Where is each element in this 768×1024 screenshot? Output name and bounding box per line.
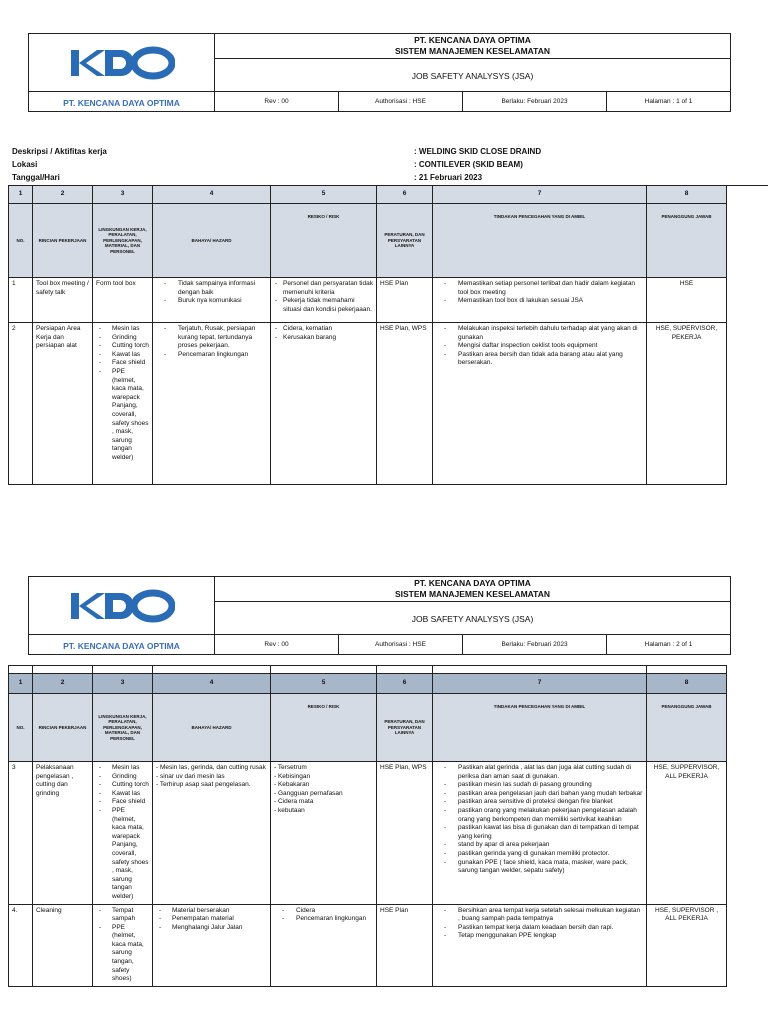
- row-risk: [271, 762, 377, 905]
- col-header: TINDAKAN PENCEGAHAN YANG DI AMBIL: [433, 204, 647, 278]
- list-item: - Memastikan tool box di lakukan sesuai JSA: [436, 297, 643, 306]
- row-risk: [271, 323, 377, 485]
- list-item: - Pastikan alat gerinda , alat las dan juga alat cutting sudah di periksa dan aman saat di gunakan.: [436, 764, 643, 781]
- col-number: 7: [433, 186, 647, 204]
- list-item: - stand by apar di area pekerjaan: [436, 841, 643, 850]
- col-number: 5: [271, 674, 377, 694]
- row-actions: [433, 278, 647, 323]
- list-item: - Penempatan material: [156, 915, 267, 924]
- row-env: [93, 323, 153, 485]
- list-item: - Memastikan setiap personel terlibat dan hadir dalam kegiatan tool box meeting: [436, 280, 643, 297]
- list-item: - Gangguan pernafasan: [274, 789, 343, 797]
- row-no: 2: [9, 323, 33, 485]
- doc-title: JOB SAFETY ANALYSYS (JSA): [411, 614, 534, 624]
- doc-title-cell: [215, 59, 731, 92]
- col-number: 6: [377, 186, 433, 204]
- kdo-logo: [29, 46, 214, 80]
- info-value: : 21 Februari 2023: [414, 173, 483, 182]
- list-item: - Personel dan persyaratan tidak memenuhi kriteria: [274, 280, 373, 297]
- jsa-table-page-2: [8, 665, 727, 987]
- kdo-logo: [29, 589, 214, 623]
- list-item: - gunakan PPE ( face shield, kaca mata, masker, ware pack, sarung tangan welder, sepatu safety): [436, 859, 643, 876]
- row-hazard: [153, 323, 271, 485]
- col-header: PERATURAN, DAN PERSYARATAN LAINNYA: [377, 694, 433, 762]
- row-pic: HSE, SUPERVISOR , ALL PEKERJA: [647, 904, 727, 986]
- info-label: Tanggal/Hari: [12, 173, 60, 182]
- col-number: 5: [271, 186, 377, 204]
- row-rules: HSE Plan: [377, 904, 433, 986]
- row-env: [93, 762, 153, 905]
- list-item: - pastikan gerinda yang di gunakan memiliki protector.: [436, 850, 643, 859]
- company-system-cell: [215, 34, 731, 59]
- col-header: LINGKUNGAN KERJA, PERALATAN, PERLENGKAPAN, MATERIAL, DAN PERSONEL: [93, 204, 153, 278]
- list-item: - Grinding: [96, 334, 149, 343]
- list-item: - Tidak sampainya informasi dengan baik: [156, 280, 267, 297]
- company-name-blue: PT. KENCANA DAYA OPTIMA: [63, 640, 180, 651]
- row-pic: HSE, SUPPERVISOR, ALL PEKERJA: [647, 762, 727, 905]
- company-system-cell: [215, 577, 731, 602]
- list-item: - kebutaan: [274, 806, 305, 814]
- list-item: - Buruk nya komunikasi: [156, 297, 267, 306]
- col-number: 3: [93, 674, 153, 694]
- rule-line: [726, 185, 768, 186]
- list-item: - Cidera, kematian: [274, 325, 373, 334]
- col-header: PENANGGUNG JAWAB: [647, 204, 727, 278]
- col-header: NO.: [9, 204, 33, 278]
- row-risk: [271, 904, 377, 986]
- list-item: - Menghalangi Jalur Jalan: [156, 924, 267, 933]
- system-name: SISTEM MANAJEMEN KESELAMATAN: [394, 46, 551, 56]
- list-item: - pastikan orang yang melakukan pekerjaan pengelasan adalah orang yang berkompeten dan memiliki sertivikat keahlian: [436, 807, 643, 824]
- list-item: - Pastikan tempat kerja dalam keadaan bersih dan rapi.: [436, 924, 643, 933]
- list-item: - Kebakaran: [274, 781, 310, 789]
- col-header: BAHAYA/ HAZARD: [153, 204, 271, 278]
- list-item: - Mesin las: [96, 764, 149, 773]
- authorization-label: Authorisasi : HSE: [339, 92, 463, 112]
- col-header: LINGKUNGAN KERJA, PERALATAN, PERLENGKAPAN, MATERIAL, DAN PERSONEL: [93, 694, 153, 762]
- list-item: - Kawat las: [96, 790, 149, 799]
- list-item: - Pencemaran lingkungan: [274, 915, 373, 924]
- list-item: - Terjatuh, Rusak, persiapan kurang tepat, tertundanya proses pekerjaan.: [156, 325, 267, 351]
- col-number: 8: [647, 674, 727, 694]
- table-row: [9, 278, 727, 323]
- table-row: [9, 904, 727, 986]
- row-hazard: [153, 278, 271, 323]
- column-number-row: [9, 674, 727, 694]
- row-actions: [433, 762, 647, 905]
- col-number: 2: [33, 674, 93, 694]
- list-item: - Tempat sampah: [96, 907, 149, 924]
- row-actions: [433, 323, 647, 485]
- company-name-blue: PT. KENCANA DAYA OPTIMA: [63, 97, 180, 108]
- info-row-location: [12, 158, 541, 171]
- company-name: PT. KENCANA DAYA OPTIMA: [414, 35, 531, 45]
- col-number: 7: [433, 674, 647, 694]
- list-item: - Terhirup asap saat pengelasan.: [156, 781, 251, 789]
- column-header-row: [9, 694, 727, 762]
- row-no: 4.: [9, 904, 33, 986]
- rev-label: Rev : 00: [215, 635, 339, 655]
- row-rules: HSE Plan: [377, 278, 433, 323]
- kdo-logo-icon: [69, 589, 175, 623]
- row-no: 1: [9, 278, 33, 323]
- company-blue-cell: [29, 635, 215, 655]
- info-value: : WELDING SKID CLOSE DRAIND: [414, 147, 542, 156]
- list-item: - Cidera mata: [274, 798, 314, 806]
- list-item: - pastikan kawat las bisa di gunakan dan di tempatkan di tempat yang kering: [436, 824, 643, 841]
- rev-label: Rev : 00: [215, 92, 339, 112]
- list-item: - sinar uv dari mesin las: [156, 772, 225, 780]
- list-item: - Melakukan inspeksi terlebih dahulu terhadap alat yang akan di gunakan: [436, 325, 643, 342]
- info-row-description: [12, 145, 541, 158]
- document-header-page-2: [28, 576, 731, 655]
- job-info: [12, 145, 541, 184]
- logo-cell: [29, 577, 215, 635]
- row-hazard: [153, 762, 271, 905]
- row-env: Form tool box: [93, 278, 153, 323]
- row-rules: HSE Plan, WPS: [377, 323, 433, 485]
- row-task: Tool box meeting / safety talk: [33, 278, 93, 323]
- list-item: - PPE (helmet, kaca mata, warepack Panjang, coverall, safety shoes , mask, sarung tangan welder): [96, 807, 149, 902]
- col-header: RINCIAN PEKERJAAN: [33, 694, 93, 762]
- authorization-label: Authorisasi : HSE: [339, 635, 463, 655]
- table-row: [9, 762, 727, 905]
- list-item: - Cidera: [274, 907, 373, 916]
- valid-label: Berlaku: Februari 2023: [463, 635, 607, 655]
- page-label: Halaman : 1 of 1: [607, 92, 731, 112]
- blank-row: [9, 666, 727, 674]
- kdo-logo-icon: [69, 46, 175, 80]
- list-item: - Mengisi daftar inspection ceklist tools equipment: [436, 342, 643, 351]
- logo-cell: [29, 34, 215, 92]
- doc-title-cell: [215, 602, 731, 635]
- list-item: - Tersetrum: [274, 764, 307, 771]
- row-pic: HSE: [647, 278, 727, 323]
- list-item: - Cutting torch: [96, 781, 149, 790]
- col-header: BAHAYA/ HAZARD: [153, 694, 271, 762]
- list-item: - Face shield: [96, 359, 149, 368]
- list-item: - Face shield: [96, 798, 149, 807]
- list-item: - PPE (helmet, kaca mata, sarung tangan, safety shoes): [96, 924, 149, 984]
- jsa-table-page-1: [8, 185, 727, 485]
- list-item: - pastikan area sensitive di proteksi dengan fire blanket: [436, 798, 643, 807]
- col-header: RESIKO / RISK: [271, 694, 377, 762]
- company-blue-cell: [29, 92, 215, 112]
- valid-label: Berlaku: Februari 2023: [463, 92, 607, 112]
- col-header: PENANGGUNG JAWAB: [647, 694, 727, 762]
- col-header: RESIKO / RISK: [271, 204, 377, 278]
- list-item: - Kawat las: [96, 351, 149, 360]
- col-number: 4: [153, 186, 271, 204]
- row-no: 3: [9, 762, 33, 905]
- list-item: - PPE (helmet, kaca mata, warepack Panjang, coverall, safety shoes , mask, sarung tangan welder): [96, 368, 149, 463]
- column-header-row: [9, 204, 727, 278]
- row-rules: HSE Plan, WPS: [377, 762, 433, 905]
- col-number: 2: [33, 186, 93, 204]
- document-header-page-1: [28, 33, 731, 112]
- row-hazard: [153, 904, 271, 986]
- info-value: : CONTILEVER (SKID BEAM): [414, 160, 523, 169]
- list-item: - Material berserakan: [156, 907, 267, 916]
- column-number-row: [9, 186, 727, 204]
- row-task: Persiapan Area Kerja dan persiapan alat: [33, 323, 93, 485]
- row-pic: HSE, SUPERVISOR, PEKERJA: [647, 323, 727, 485]
- col-number: 3: [93, 186, 153, 204]
- list-item: - Bersihkan area tempat kerja setelah selesai melkukan kegiatan , buang sampah pada tempatnya: [436, 907, 643, 924]
- list-item: - Pastikan area bersih dan tidak ada barang atau alat yang berserakan.: [436, 351, 643, 368]
- col-number: 8: [647, 186, 727, 204]
- col-number: 4: [153, 674, 271, 694]
- page-label: Halaman : 2 of 1: [607, 635, 731, 655]
- col-header: NO.: [9, 694, 33, 762]
- list-item: - Grinding: [96, 773, 149, 782]
- row-env: [93, 904, 153, 986]
- col-number: 6: [377, 674, 433, 694]
- list-item: - Kerusakan barang: [274, 334, 373, 343]
- col-number: 1: [9, 674, 33, 694]
- row-task: Cleaning: [33, 904, 93, 986]
- info-label: Lokasi: [12, 160, 38, 169]
- list-item: - pastikan mesin las sudah di pasang grounding: [436, 781, 643, 790]
- system-name: SISTEM MANAJEMEN KESELAMATAN: [394, 589, 551, 599]
- row-risk: [271, 278, 377, 323]
- list-item: - Pencemaran lingkungan: [156, 351, 267, 360]
- col-header: TINDAKAN PENCEGAHAN YANG DI AMBIL: [433, 694, 647, 762]
- list-item: - pastikan area pengelasan jauh dari bahan yang mudah terbakar: [436, 790, 643, 799]
- row-task: Pelaksanaan pengelasan , cutting dan grinding: [33, 762, 93, 905]
- list-item: - Mesin las, gerinda, dan cutting rusak: [156, 764, 266, 771]
- row-actions: [433, 904, 647, 986]
- col-number: 1: [9, 186, 33, 204]
- list-item: - Tetap menggunakan PPE lengkap: [436, 932, 643, 941]
- list-item: - Kebisingan: [274, 772, 311, 780]
- col-header: RINCIAN PEKERJAAN: [33, 204, 93, 278]
- list-item: - Pekerja tidak memahami situasi dan kondisi pekerjaaan.: [274, 297, 373, 314]
- list-item: - Cutting torch: [96, 342, 149, 351]
- doc-title: JOB SAFETY ANALYSYS (JSA): [411, 71, 534, 81]
- col-header: PERATURAN, DAN PERSYARATAN LAINNYA: [377, 204, 433, 278]
- list-item: - Mesin las: [96, 325, 149, 334]
- info-label: Deskripsi / Aktifitas kerja: [12, 147, 107, 156]
- info-row-date: [12, 171, 541, 184]
- table-row: [9, 323, 727, 485]
- company-name: PT. KENCANA DAYA OPTIMA: [414, 578, 531, 588]
